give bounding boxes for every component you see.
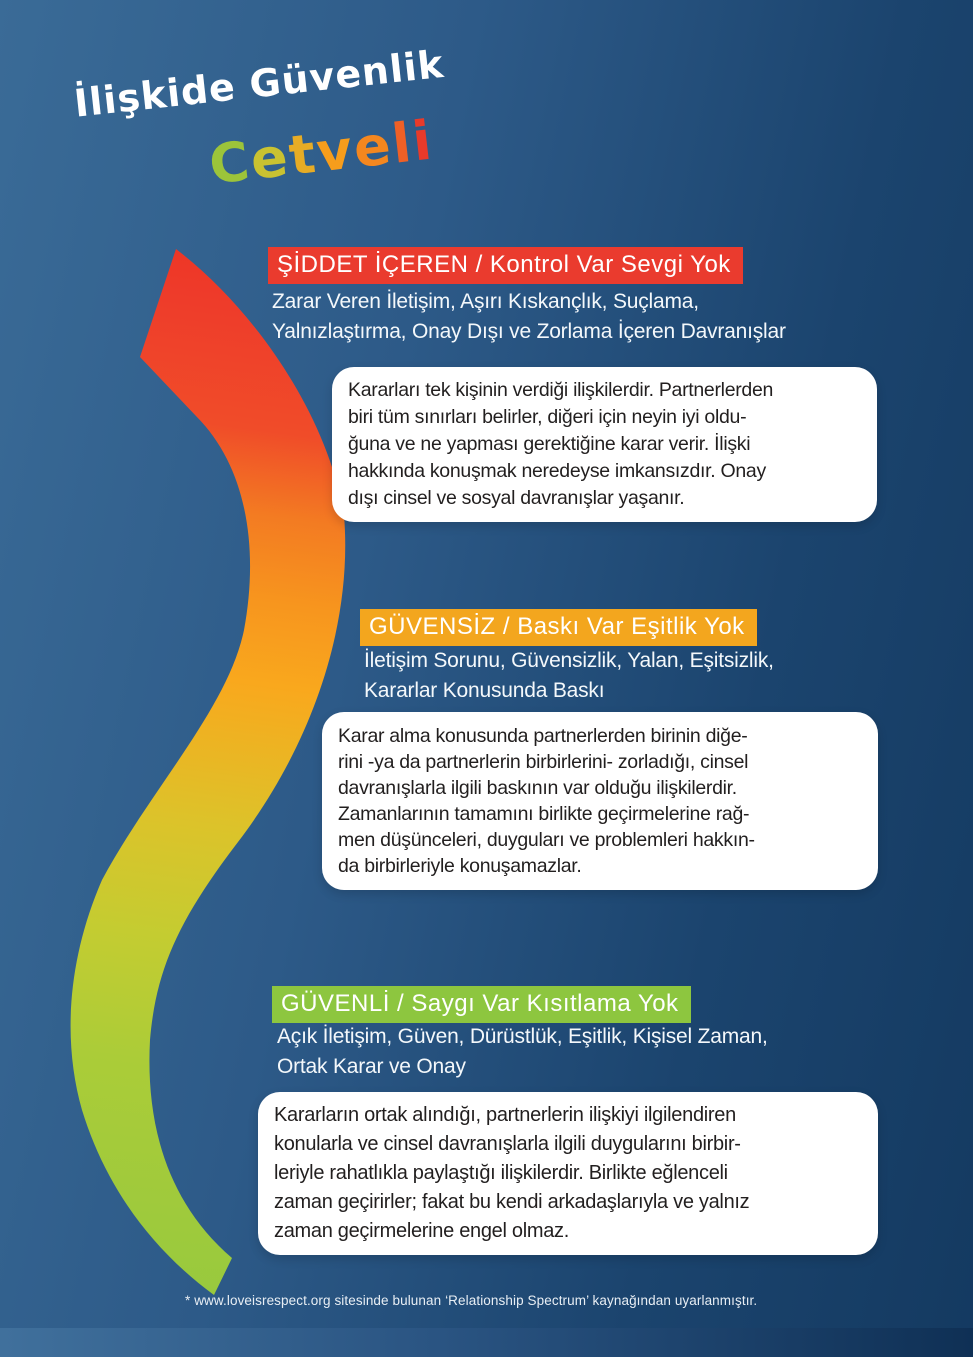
title-letter: v xyxy=(313,117,358,185)
title-letter: C xyxy=(206,129,255,197)
text-line: İletişim Sorunu, Güvensizlik, Yalan, Eşitsizlik, xyxy=(364,649,774,672)
text-line: Karar alma konusunda partnerlerden birinin diğe- xyxy=(338,725,748,747)
title-letter: t xyxy=(285,121,321,188)
text-line: ğuna ve ne yapması gerektiğine karar verir. İlişki xyxy=(348,433,751,455)
text-line: dışı cinsel ve sosyal davranışlar yaşanır. xyxy=(348,487,685,509)
section-description-card xyxy=(322,712,878,890)
section-description-card xyxy=(332,367,877,522)
text-line: leriyle rahatlıkla paylaştığı ilişkilerdir. Birlikte eğlenceli xyxy=(274,1162,728,1184)
section-description-card xyxy=(258,1092,878,1255)
text-line: da birbirleriyle konuşamazlar. xyxy=(338,855,582,877)
text-line: Zamanlarının tamamını birlikte geçirmelerine rağ- xyxy=(338,803,750,825)
poster-title-line1: İlişkide Güvenlik xyxy=(72,41,447,126)
text-line: Ortak Karar ve Onay xyxy=(277,1055,466,1078)
text-line: konularla ve cinsel davranışlarla ilgili duygularını birbir- xyxy=(274,1133,741,1155)
text-line: Kararları tek kişinin verdiği ilişkilerdir. Partnerlerden xyxy=(348,379,774,401)
text-line: men düşünceleri, duyguları ve problemleri hakkın- xyxy=(338,829,755,851)
section-header-bar: GÜVENSİZ / Baskı Var Eşitlik Yok xyxy=(360,609,757,646)
section-header-bar: GÜVENLİ / Saygı Var Kısıtlama Yok xyxy=(272,986,691,1023)
text-line: hakkında konuşmak neredeyse imkansızdır. Onay xyxy=(348,460,766,482)
text-line: Kararlar Konusunda Baskı xyxy=(364,679,605,702)
text-line: rini -ya da partnerlerin birbirlerini- zorladığı, cinsel xyxy=(338,751,749,773)
text-line: zaman geçirmelerine engel olmaz. xyxy=(274,1220,569,1242)
title-letter: e xyxy=(247,124,293,192)
section-subtitle xyxy=(272,287,786,347)
text-line: Kararların ortak alındığı, partnerlerin ilişkiyi ilgilendiren xyxy=(274,1104,736,1126)
text-line: Açık İletişim, Güven, Dürüstlük, Eşitlik, Kişisel Zaman, xyxy=(277,1025,768,1048)
bottom-strip xyxy=(0,1328,973,1357)
section-header-bar: ŞİDDET İÇEREN / Kontrol Var Sevgi Yok xyxy=(268,247,743,284)
text-line: Yalnızlaştırma, Onay Dışı ve Zorlama İçeren Davranışlar xyxy=(272,320,786,343)
section-subtitle xyxy=(364,646,774,706)
text-line: Zarar Veren İletişim, Aşırı Kıskançlık, Suçlama, xyxy=(272,290,699,313)
text-line: biri tüm sınırları belirler, diğeri için neyin iyi oldu- xyxy=(348,406,747,428)
title-letter: l xyxy=(388,110,417,176)
title-letter: i xyxy=(409,108,437,174)
text-line: zaman geçirirler; fakat bu kendi arkadaşlarıyla ve yalnız xyxy=(274,1191,750,1213)
section-subtitle xyxy=(277,1022,768,1082)
source-footnote: * www.loveisrespect.org sitesinde bulunan ‘Relationship Spectrum’ kaynağından uyarlanmıştır. xyxy=(185,1293,758,1308)
title-letter: e xyxy=(350,113,396,181)
text-line: davranışlarla ilgili baskının var olduğu ilişkilerdir. xyxy=(338,777,737,799)
